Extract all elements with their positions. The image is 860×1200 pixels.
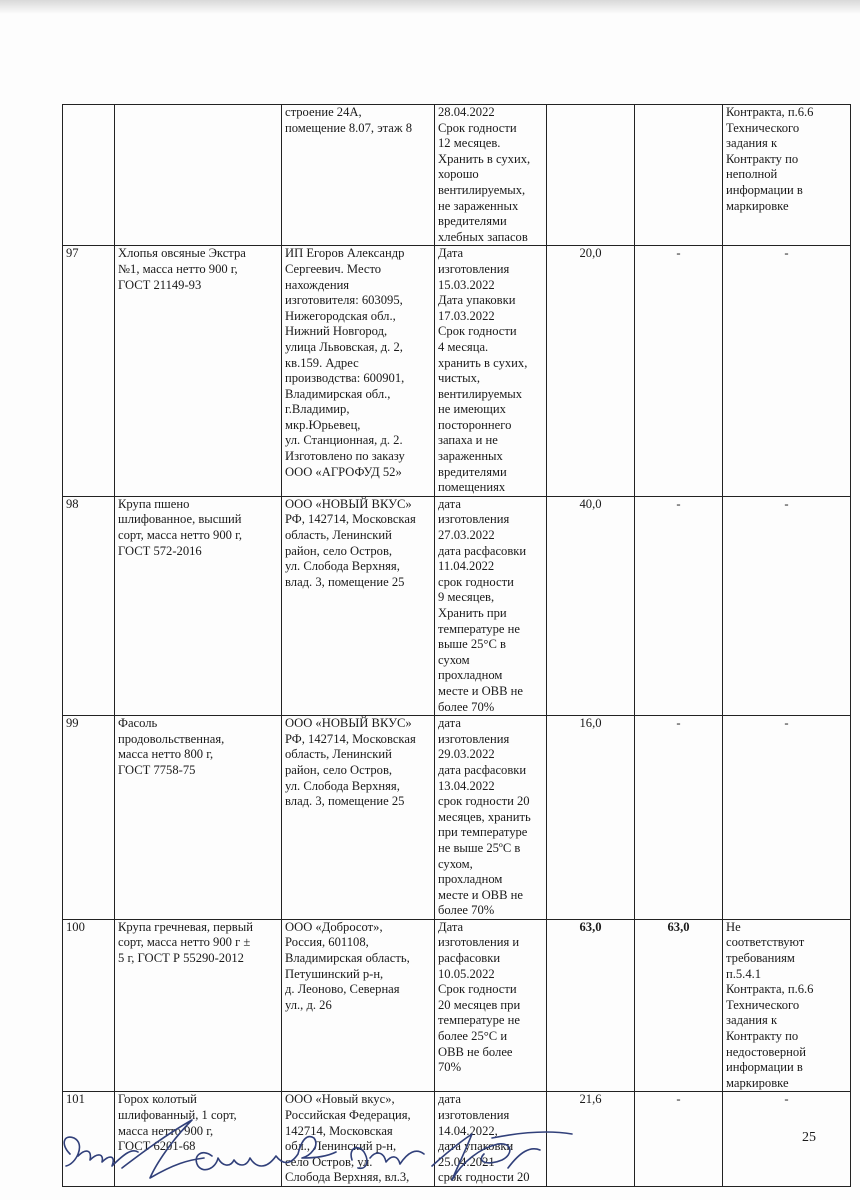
remark-cell: - xyxy=(723,716,851,920)
nonconforming-quantity-cell xyxy=(635,105,723,246)
manufacturer-info: ООО «Новый вкус», Российская Федерация, 142714, Московская обл., Ленинский р-н, село Остров, ул. Слобода Верхняя, вл.3, xyxy=(282,1092,435,1187)
row-number: 101 xyxy=(63,1092,115,1187)
row-number: 100 xyxy=(63,919,115,1092)
nonconforming-quantity-cell: 63,0 xyxy=(635,919,723,1092)
remark-cell: Контракта, п.6.6 Технического задания к Контракту по неполной информации в маркировке xyxy=(723,105,851,246)
nonconforming-quantity-cell: - xyxy=(635,716,723,920)
row-number: 98 xyxy=(63,496,115,715)
remark-cell: - xyxy=(723,496,851,715)
scan-top-edge xyxy=(0,0,860,14)
quantity-cell: 63,0 xyxy=(547,919,635,1092)
remark-cell: - xyxy=(723,246,851,497)
date-info: дата изготовления 14.04.2022, дата упаковки 25.04.2021 срок годности 20 xyxy=(435,1092,547,1187)
date-info: дата изготовления 29.03.2022 дата расфасовки 13.04.2022 срок годности 20 месяцев, хранить при температуре не выше 25ºС в сухом, прохладном месте и ОВВ не более 70% xyxy=(435,716,547,920)
manufacturer-info: ИП Егоров Александр Сергеевич. Место нахождения изготовителя: 603095, Нижегородская обл., Нижний Новгород, улица Львовская, д. 2, кв.159. Адрес производства: 600901, Владимирская обл., г.Владимир, мкр.Юрьевец, ул. Станционная, д. 2. Изготовлено по заказу ООО «АГРОФУД 52» xyxy=(282,246,435,497)
table-row xyxy=(63,496,851,715)
date-info: дата изготовления 27.03.2022 дата расфасовки 11.04.2022 срок годности 9 месяцев, Хранить при температуре не выше 25°С в сухом прохладном месте и ОВВ не более 70% xyxy=(435,496,547,715)
inspection-table xyxy=(62,104,851,1187)
remark-cell: Не соответствуют требованиям п.5.4.1 Контракта, п.6.6 Технического задания к Контракту по недостоверной информации в маркировке xyxy=(723,919,851,1092)
date-info: Дата изготовления 15.03.2022 Дата упаковки 17.03.2022 Срок годности 4 месяца. хранить в сухих, чистых, вентилируемых не имеющих постороннего запаха и не зараженных вредителями помещениях xyxy=(435,246,547,497)
quantity-cell: 16,0 xyxy=(547,716,635,920)
quantity-cell: 20,0 xyxy=(547,246,635,497)
quantity-cell: 21,6 xyxy=(547,1092,635,1187)
product-name: Хлопья овсяные Экстра №1, масса нетто 900 г, ГОСТ 21149-93 xyxy=(115,246,282,497)
table-row xyxy=(63,105,851,246)
row-number xyxy=(63,105,115,246)
manufacturer-info: ООО «НОВЫЙ ВКУС» РФ, 142714, Московская область, Ленинский район, село Остров, ул. Слобода Верхняя, влад. 3, помещение 25 xyxy=(282,716,435,920)
nonconforming-quantity-cell: - xyxy=(635,1092,723,1187)
row-number: 97 xyxy=(63,246,115,497)
product-name: Крупа пшено шлифованное, высший сорт, масса нетто 900 г, ГОСТ 572-2016 xyxy=(115,496,282,715)
manufacturer-info: строение 24А, помещение 8.07, этаж 8 xyxy=(282,105,435,246)
date-info: Дата изготовления и расфасовки 10.05.2022 Срок годности 20 месяцев при температуре не более 25°С и ОВВ не более 70% xyxy=(435,919,547,1092)
product-name: Фасоль продовольственная, масса нетто 800 г, ГОСТ 7758-75 xyxy=(115,716,282,920)
nonconforming-quantity-cell: - xyxy=(635,246,723,497)
product-name: Крупа гречневая, первый сорт, масса нетто 900 г ± 5 г, ГОСТ Р 55290-2012 xyxy=(115,919,282,1092)
table-row xyxy=(63,716,851,920)
quantity-cell: 40,0 xyxy=(547,496,635,715)
manufacturer-info: ООО «НОВЫЙ ВКУС» РФ, 142714, Московская область, Ленинский район, село Остров, ул. Слобода Верхняя, влад. 3, помещение 25 xyxy=(282,496,435,715)
handwritten-signatures xyxy=(52,1108,592,1190)
nonconforming-quantity-cell: - xyxy=(635,496,723,715)
table-row xyxy=(63,246,851,497)
page-number: 25 xyxy=(802,1130,816,1145)
remark-cell: - xyxy=(723,1092,851,1187)
row-number: 99 xyxy=(63,716,115,920)
manufacturer-info: ООО «Добросот», Россия, 601108, Владимирская область, Петушинский р-н, д. Леоново, Северная ул., д. 26 xyxy=(282,919,435,1092)
quantity-cell xyxy=(547,105,635,246)
product-name: Горох колотый шлифованный, 1 сорт, масса нетто 900 г, ГОСТ 6201-68 xyxy=(115,1092,282,1187)
date-info: 28.04.2022 Срок годности 12 месяцев. Хранить в сухих, хорошо вентилируемых, не зараженных вредителями хлебных запасов xyxy=(435,105,547,246)
table-row xyxy=(63,919,851,1092)
product-name xyxy=(115,105,282,246)
